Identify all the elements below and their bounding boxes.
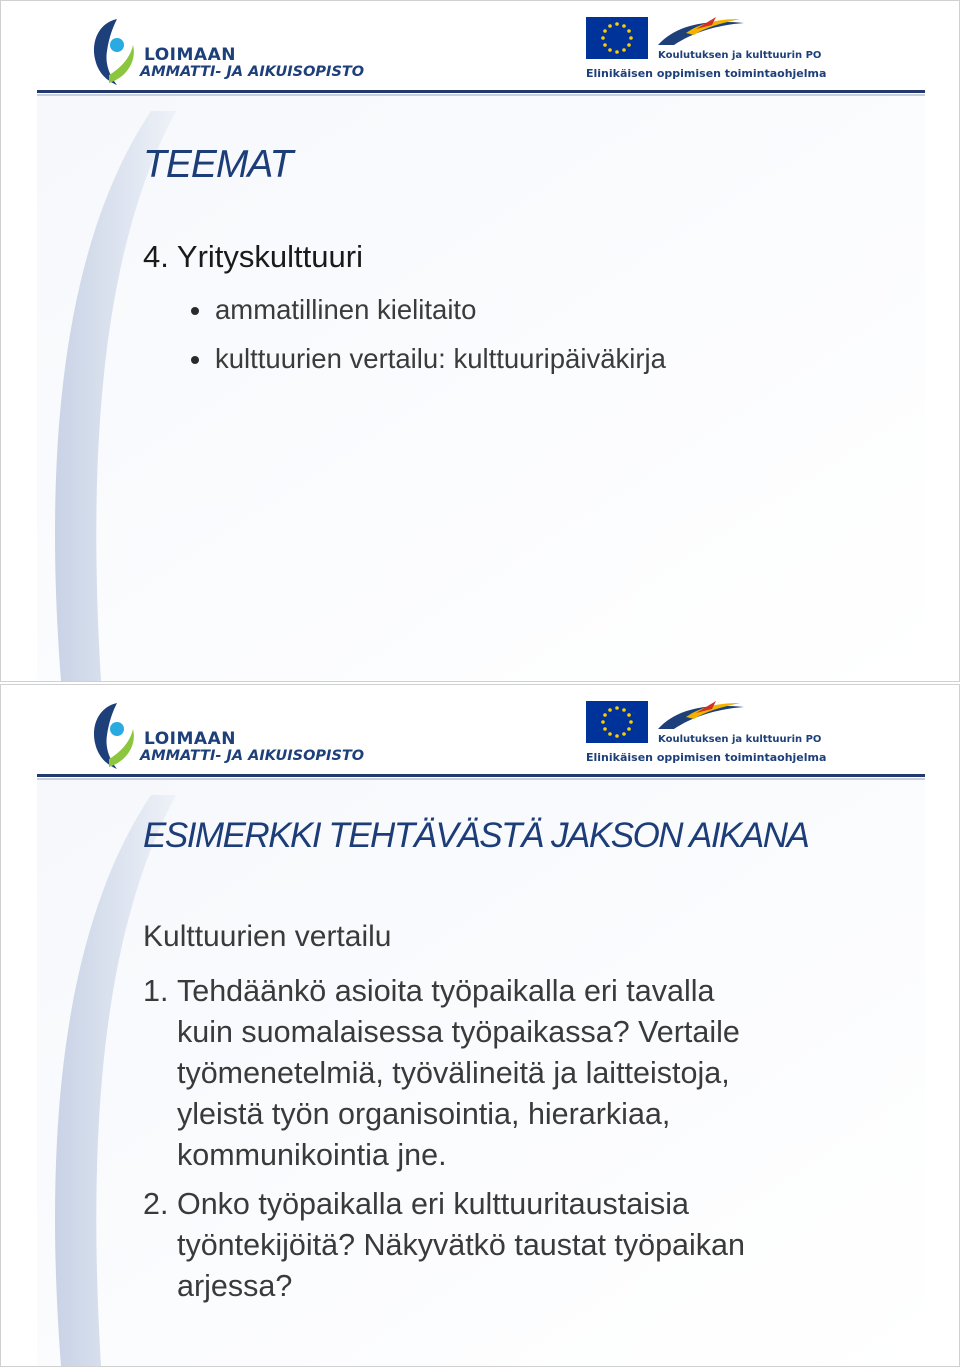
school-logo-icon	[87, 15, 143, 87]
item-line: arjessa?	[177, 1269, 293, 1303]
list-item: ammatillinen kielitaito	[191, 291, 666, 340]
item-number: 1.	[143, 974, 169, 1008]
logo-name: LOIMAAN	[144, 45, 236, 65]
slide-1	[0, 0, 960, 682]
bullet-icon	[191, 307, 199, 315]
logo-subname: AMMATTI- JA AIKUISOPISTO	[140, 748, 365, 764]
topic-heading: 4. Yrityskulttuuri	[143, 239, 363, 274]
header-rule	[37, 774, 925, 780]
program-name: Koulutuksen ja kulttuurin PO	[658, 50, 822, 61]
program-name: Koulutuksen ja kulttuurin PO	[658, 734, 822, 745]
numbered-list	[143, 971, 883, 1307]
list-item	[143, 971, 883, 1176]
logo-name: LOIMAAN	[144, 729, 236, 749]
slide-header	[1, 685, 959, 785]
slide-title: ESIMERKKI TEHTÄVÄSTÄ JAKSON AIKANA	[143, 816, 809, 855]
item-line: työmenetelmiä, työvälineitä ja laitteistoja,	[177, 1056, 730, 1090]
item-line: kuin suomalaisessa työpaikassa? Vertaile	[177, 1015, 740, 1049]
slide-header	[1, 1, 959, 101]
bullet-icon	[191, 356, 199, 364]
item-line: kommunikointia jne.	[177, 1138, 447, 1172]
slide-subtitle: Kulttuurien vertailu	[143, 920, 392, 953]
program-bird-icon	[656, 699, 746, 733]
school-logo-icon	[87, 699, 143, 771]
item-number: 2.	[143, 1187, 169, 1221]
list-item: kulttuurien vertailu: kulttuuripäiväkirja	[191, 340, 666, 389]
logo-subname: AMMATTI- JA AIKUISOPISTO	[140, 64, 365, 80]
slide-2	[0, 684, 960, 1367]
header-rule	[37, 90, 925, 96]
item-line: Tehdäänkö asioita työpaikalla eri tavalla	[177, 974, 715, 1008]
item-line: työntekijöitä? Näkyvätkö taustat työpaikan	[177, 1228, 745, 1262]
program-subtitle: Elinikäisen oppimisen toimintaohjelma	[586, 67, 827, 80]
item-line: yleistä työn organisointia, hierarkiaa,	[177, 1097, 671, 1131]
list-item	[143, 1184, 883, 1307]
program-subtitle: Elinikäisen oppimisen toimintaohjelma	[586, 751, 827, 764]
item-line: Onko työpaikalla eri kulttuuritaustaisia	[177, 1187, 689, 1221]
bullet-list	[191, 291, 666, 389]
slide-title: TEEMAT	[143, 143, 293, 186]
program-bird-icon	[656, 15, 746, 49]
eu-flag-icon	[586, 17, 648, 59]
eu-flag-icon	[586, 701, 648, 743]
